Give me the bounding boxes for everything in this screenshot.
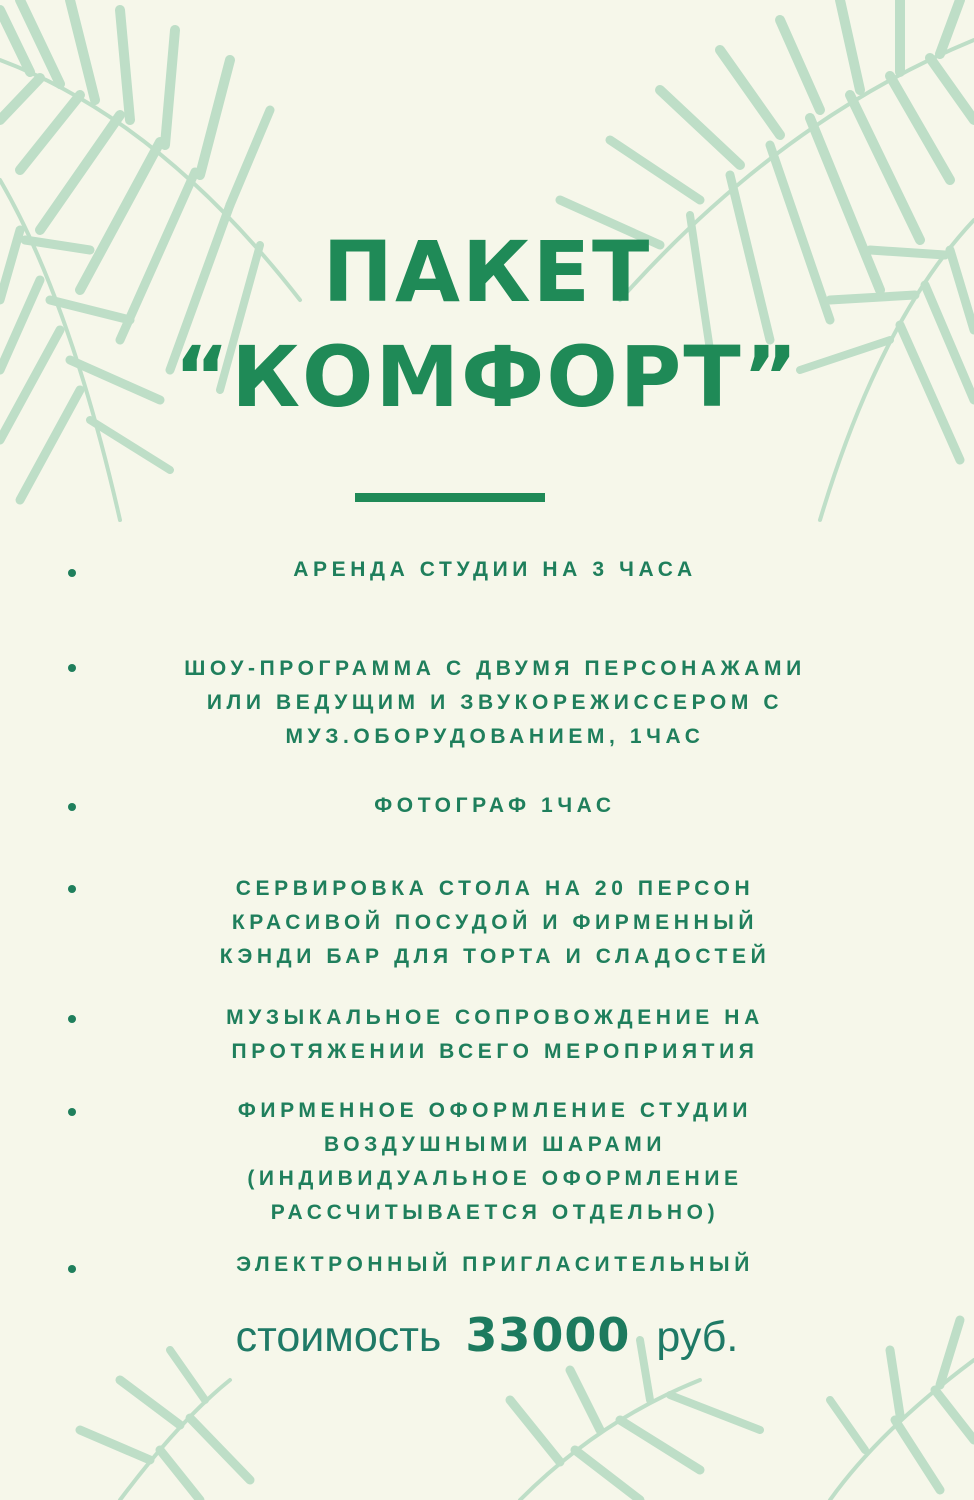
price-line — [0, 1305, 974, 1367]
bullet-icon — [68, 803, 76, 811]
page-title-line1: ПАКЕТ — [322, 223, 652, 321]
bullet-icon — [68, 1265, 76, 1273]
feature-text: ФОТОГРАФ 1ЧАС — [374, 794, 616, 817]
title-divider — [355, 493, 545, 502]
feature-text: МУЗЫКАЛЬНОЕ СОПРОВОЖДЕНИЕ НА ПРОТЯЖЕНИИ ВСЕГО МЕРОПРИЯТИЯ — [226, 1006, 764, 1063]
bullet-icon — [68, 569, 76, 577]
feature-text: ФИРМЕННОЕ ОФОРМЛЕНИЕ СТУДИИ ВОЗДУШНЫМИ ШАРАМИ (ИНДИВИДУАЛЬНОЕ ОФОРМЛЕНИЕ РАССЧИТЫВАЕТСЯ ОТДЕЛЬНО) — [237, 1099, 753, 1224]
page-title-line2: “КОМФОРТ” — [174, 328, 800, 426]
price-currency: руб. — [656, 1313, 739, 1361]
bullet-icon — [68, 885, 76, 893]
feature-text: ЭЛЕКТРОННЫЙ ПРИГЛАСИТЕЛЬНЫЙ — [236, 1253, 754, 1276]
feature-text: СЕРВИРОВКА СТОЛА НА 20 ПЕРСОН КРАСИВОЙ ПОСУДОЙ И ФИРМЕННЫЙ КЭНДИ БАР ДЛЯ ТОРТА И СЛАДОСТЕЙ — [219, 877, 771, 968]
bullet-icon — [68, 664, 76, 672]
palm-leaf-icon — [80, 1350, 250, 1500]
feature-text: ШОУ-ПРОГРАММА С ДВУМЯ ПЕРСОНАЖАМИ ИЛИ ВЕДУЩИМ И ЗВУКОРЕЖИССЕРОМ С МУЗ.ОБОРУДОВАНИЕМ, 1ЧАС — [184, 657, 806, 748]
bullet-icon — [68, 1015, 76, 1023]
feature-text: АРЕНДА СТУДИИ НА 3 ЧАСА — [293, 558, 697, 581]
bullet-icon — [68, 1108, 76, 1116]
price-amount: 33000 — [465, 1308, 631, 1362]
price-label: стоимость — [235, 1313, 442, 1361]
